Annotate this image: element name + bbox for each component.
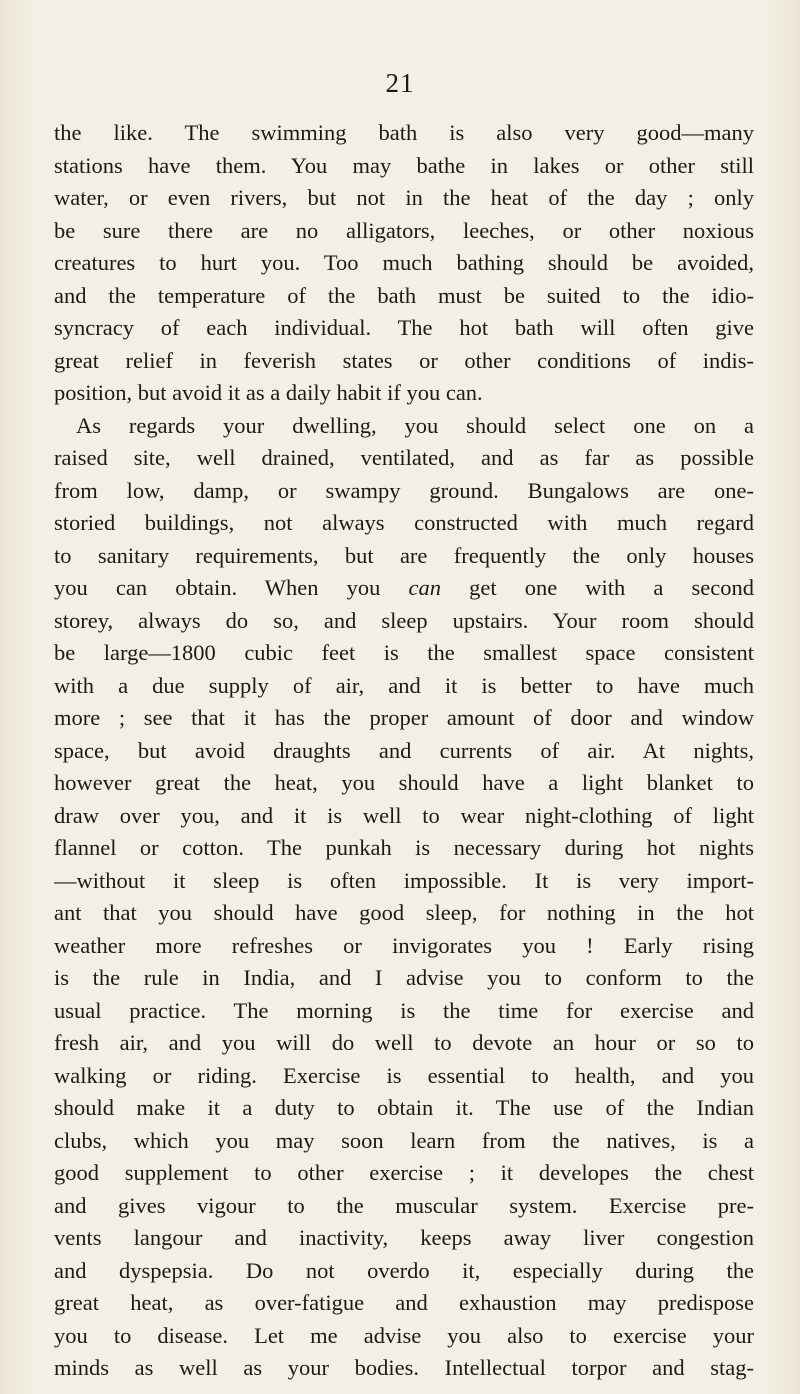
text-line: draw over you, and it is well to wear night-clothing of light — [54, 802, 754, 828]
text-line: be large—1800 cubic feet is the smallest space consistent — [54, 640, 754, 665]
text-line: clubs, which you may soon learn from the natives, is a — [54, 1127, 754, 1153]
text-line: to sanitary requirements, but are frequently the only houses — [54, 542, 754, 568]
text-line: stations have them. You may bathe in lakes or other still — [54, 152, 754, 178]
text-line: be sure there are no alligators, leeches, or other noxious — [54, 217, 754, 243]
page-number: 21 — [385, 68, 415, 98]
body-text — [54, 117, 754, 1385]
text-line: good supplement to other exercise ; it developes the chest — [54, 1160, 754, 1185]
text-line: is the rule in India, and I advise you to conform to the — [54, 965, 754, 990]
text-line: however great the heat, you should have a light blanket to — [54, 770, 754, 795]
text-line: fresh air, and you will do well to devote an hour or so to — [54, 1030, 754, 1055]
text-line: storey, always do so, and sleep upstairs. Your room should — [54, 607, 754, 633]
text-line: As regards your dwelling, you should select one on a — [76, 412, 754, 438]
text-line: raised site, well drained, ventilated, and as far as possible — [54, 445, 754, 470]
text-line: minds as well as your bodies. Intellectual torpor and stag- — [54, 1355, 754, 1380]
text-line: and gives vigour to the muscular system. Exercise pre- — [54, 1192, 754, 1218]
text-line: flannel or cotton. The punkah is necessary during hot nights — [54, 835, 754, 860]
emphasized-word: can — [408, 575, 441, 600]
text-line: walking or riding. Exercise is essential to health, and you — [54, 1062, 754, 1088]
text-line: great relief in feverish states or other conditions of indis- — [54, 347, 754, 373]
text-line: the like. The swimming bath is also very good—many — [54, 120, 754, 145]
text-line: great heat, as over-fatigue and exhaustion may predispose — [54, 1290, 754, 1315]
text-line: creatures to hurt you. Too much bathing should be avoided, — [54, 250, 754, 275]
text-line: and the temperature of the bath must be suited to the idio- — [54, 282, 754, 308]
text-line: water, or even rivers, but not in the heat of the day ; only — [54, 185, 754, 210]
text-line: ant that you should have good sleep, for nothing in the hot — [54, 900, 754, 925]
text-line: with a due supply of air, and it is better to have much — [54, 672, 754, 698]
text-line: should make it a duty to obtain it. The use of the Indian — [54, 1095, 754, 1120]
text-line: —without it sleep is often impossible. It is very import- — [54, 867, 754, 893]
text-line: you to disease. Let me advise you also to exercise your — [54, 1322, 754, 1348]
text-line: syncracy of each individual. The hot bath will often give — [54, 315, 754, 340]
text-line: storied buildings, not always constructed with much regard — [54, 510, 754, 535]
text-line: usual practice. The morning is the time for exercise and — [54, 997, 754, 1023]
text-line: more ; see that it has the proper amount of door and window — [54, 705, 754, 730]
text-segment: get one with a second — [440, 575, 754, 600]
text-line: space, but avoid draughts and currents of air. At nights, — [54, 737, 754, 763]
text-line: and dyspepsia. Do not overdo it, especially during the — [54, 1257, 754, 1283]
text-line: from low, damp, or swampy ground. Bungalows are one- — [54, 477, 754, 503]
text-line: vents langour and inactivity, keeps away liver congestion — [54, 1225, 754, 1250]
text-line — [54, 572, 754, 605]
text-line: weather more refreshes or invigorates you ! Early rising — [54, 932, 754, 958]
text-segment: you can obtain. When you — [54, 575, 409, 600]
text-line: position, but avoid it as a daily habit if you can. — [54, 380, 483, 405]
